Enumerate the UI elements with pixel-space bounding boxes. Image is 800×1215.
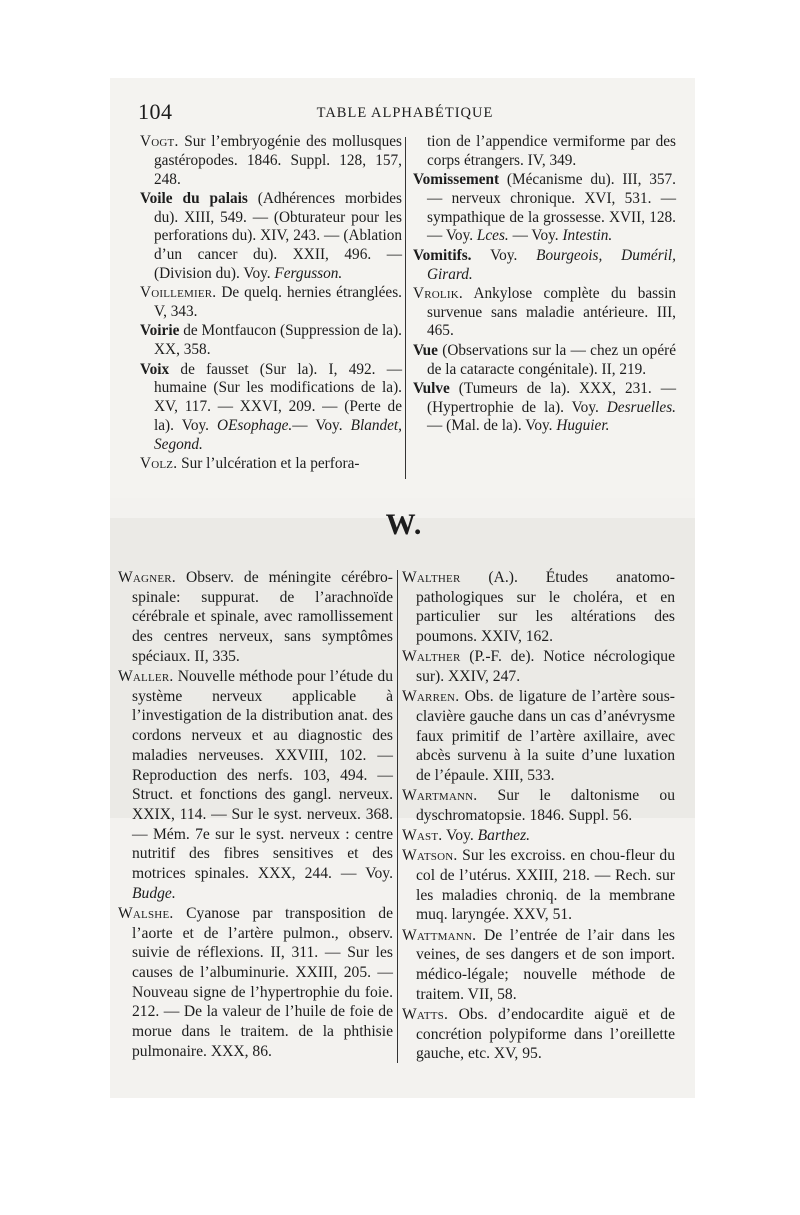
entry-text: (Observations sur la — chez un opéré de la cataracte congénitale). II, 219.	[427, 341, 676, 378]
page-number: 104	[138, 99, 173, 124]
entry-keyword: Voix	[140, 360, 170, 378]
entry-keyword: Wartmann.	[402, 787, 478, 805]
index-column-bottom-right	[402, 568, 675, 1065]
entry-reference: Budge.	[132, 884, 176, 902]
index-entry	[413, 342, 676, 380]
entry-keyword: Vogt.	[140, 133, 179, 150]
entry-reference: Desruelles.	[606, 398, 676, 416]
index-entry	[140, 322, 402, 360]
entry-keyword: Wagner.	[118, 569, 176, 586]
entry-text: — Voy.	[508, 227, 563, 245]
entry-text: de Montfaucon (Suppression de la). XX, 358.	[154, 322, 402, 359]
entry-text: Obs. d’endocardite aiguë et de concrétion polypiforme dans l’oreillette gauche, etc. XV, 95.	[416, 1005, 675, 1063]
index-entry	[402, 687, 675, 786]
index-entry	[140, 190, 402, 284]
entry-text: De l’entrée de l’air dans les veines, de ses dangers et de son import. médico-légale; nouvelle méthode de traitem. VII, 58.	[416, 926, 675, 1003]
entry-text: (Mécanisme du). III, 357. — nerveux chronique. XVI, 531. — sympathique de la grossesse. XVII, 128. — Voy.	[427, 171, 676, 245]
index-entry	[140, 455, 402, 474]
entry-reference: Lces.	[476, 227, 509, 245]
index-entry	[402, 786, 675, 825]
entry-text: — Voy.	[292, 416, 351, 434]
entry-keyword: Walther	[402, 569, 461, 586]
entry-text: (P.-F. de). Notice nécrologique sur). XXIV, 247.	[416, 648, 675, 686]
entry-keyword: Warren.	[402, 688, 460, 706]
entry-text: Sur les excroiss. en chou-fleur du col de l’utérus. XXIII, 218. — Rech. sur les maladies chroniq. de la membrane muq. laryngée. XXV, 51.	[416, 847, 675, 924]
entry-reference: Fergusson.	[274, 265, 343, 283]
index-entry	[413, 171, 676, 246]
running-title: TABLE ALPHABÉTIQUE	[316, 105, 494, 121]
entry-text: Sur le daltonisme ou dyschromatopsie. 1846. Suppl. 56.	[416, 787, 675, 824]
entry-keyword: Vue	[413, 341, 438, 359]
index-entry	[402, 568, 675, 647]
entry-text: tion de l’appendice vermiforme par des corps étrangers. IV, 349.	[427, 133, 676, 169]
entry-keyword: Voillemier.	[140, 284, 217, 302]
entry-keyword: Waller.	[118, 668, 174, 686]
index-entry	[140, 284, 402, 322]
page-header	[138, 99, 672, 123]
entry-keyword: Volz.	[140, 455, 178, 473]
entry-text: Observ. de méningite cérébro-spinale: suppurat. de l’arachnoïde cérébrale et spinale, avec ramollissement des centres nerveux, sans symptômes spéciaux. II, 335.	[132, 569, 393, 665]
index-entry	[402, 846, 675, 925]
entry-keyword: Watts.	[402, 1005, 449, 1023]
column-divider-top	[405, 137, 406, 479]
index-entry	[413, 380, 676, 436]
column-divider-bottom	[397, 570, 398, 1063]
section-letter-heading: W.	[385, 508, 423, 541]
entry-text: de fausset (Sur la). I, 492. — humaine (Sur les modifications de la). XV, 117. — XXVI, 209. — (Perte de la). Voy.	[154, 360, 402, 434]
entry-keyword: Walther	[402, 648, 461, 666]
entry-reference: Bourgeois, Duméril, Girard.	[427, 246, 676, 283]
entry-keyword: Wast.	[402, 827, 443, 845]
index-entry	[118, 667, 393, 903]
index-entry	[140, 133, 402, 189]
index-entry	[413, 285, 676, 341]
index-entry	[413, 247, 676, 285]
entry-text: De quelq. hernies étranglées. V, 343.	[154, 284, 402, 321]
index-entry	[118, 904, 393, 1062]
index-entry	[402, 647, 675, 686]
entry-keyword: Vulve	[413, 379, 450, 397]
entry-keyword: Vrolik.	[413, 284, 463, 302]
entry-reference: Barthez.	[477, 827, 531, 845]
entry-text: Nouvelle méthode pour l’étude du système nerveux applicable à l’investigation de la distribution anat. des cordons nerveux et au diagnostic des maladies nerveuses. XXVIII, 102. — Reproduction des nerfs. 103, 494. — Struct. et fonctions des gangl. nerveux. XXIX, 114. — Sur le syst. nerveux. 368. — Mém. 7e sur le syst. nerveux : centre nutritif des fibres sensitives et des motrices spinales. XXX, 244. — Voy.	[132, 668, 393, 883]
index-entry	[140, 361, 402, 455]
entry-reference: Blandet, Segond.	[154, 416, 402, 453]
entry-text: Sur l’ulcération et la perfora-	[177, 455, 360, 473]
entry-keyword: Walshe.	[118, 904, 174, 922]
entry-reference: Intestin.	[562, 227, 613, 245]
entry-text: Cyanose par transposition de l’aorte et de l’artère pulmon., observ. suivie de réflexions. II, 311. — Sur les causes de l’albuminurie. XXIII, 205. — Nouveau signe de l’hypertrophie du foie. 212. — De la valeur de l’huile de foie de morue dans le traitem. de la phthisie pulmonaire. XXX, 86.	[132, 904, 393, 1060]
index-entry	[402, 926, 675, 1005]
index-entry	[413, 133, 676, 171]
entry-text: — (Mal. de la). Voy.	[427, 417, 557, 435]
index-column-bottom-left	[118, 568, 393, 1062]
index-entry	[402, 1005, 675, 1064]
entry-text: Obs. de ligature de l’artère sous-clavière gauche dans un cas d’anévrysme faux primitif de l’artère axillaire, avec abcès survenu à la suite d’une luxation de l’épaule. XIII, 533.	[416, 688, 675, 785]
entry-text: Voy.	[442, 827, 478, 845]
entry-keyword: Vomitifs.	[413, 246, 472, 264]
entry-keyword: Watson.	[402, 847, 458, 865]
entry-reference: OEsophage.	[217, 416, 293, 434]
entry-keyword: Wattmann.	[402, 926, 477, 944]
entry-text: Ankylose complète du bassin survenue sans maladie antérieure. III, 465.	[427, 284, 676, 340]
entry-text: (Adhérences morbides du). XIII, 549. — (Obturateur pour les perforations du). XIV, 243. — (Ablation d’un cancer du). XXII, 496. — (Division du). Voy.	[154, 189, 402, 283]
entry-text: (Tumeurs de la). XXX, 231. — (Hypertrophie de la). Voy.	[427, 379, 676, 416]
entry-keyword: Voirie	[140, 322, 180, 340]
index-column-top-left	[140, 133, 402, 474]
entry-reference: Huguier.	[556, 417, 610, 435]
entry-keyword: Vomissement	[413, 171, 500, 189]
index-entry	[402, 826, 675, 846]
index-column-top-right	[413, 133, 676, 437]
entry-text: (A.). Études anatomo-pathologiques sur le choléra, et en particulier sur les altérations des poumons. XXIV, 162.	[416, 569, 675, 646]
index-entry	[118, 568, 393, 667]
entry-text: Voy.	[471, 246, 537, 264]
entry-text: Sur l’embryogénie des mollusques gastéropodes. 1846. Suppl. 128, 157, 248.	[154, 133, 402, 188]
entry-keyword: Voile du palais	[140, 189, 248, 207]
